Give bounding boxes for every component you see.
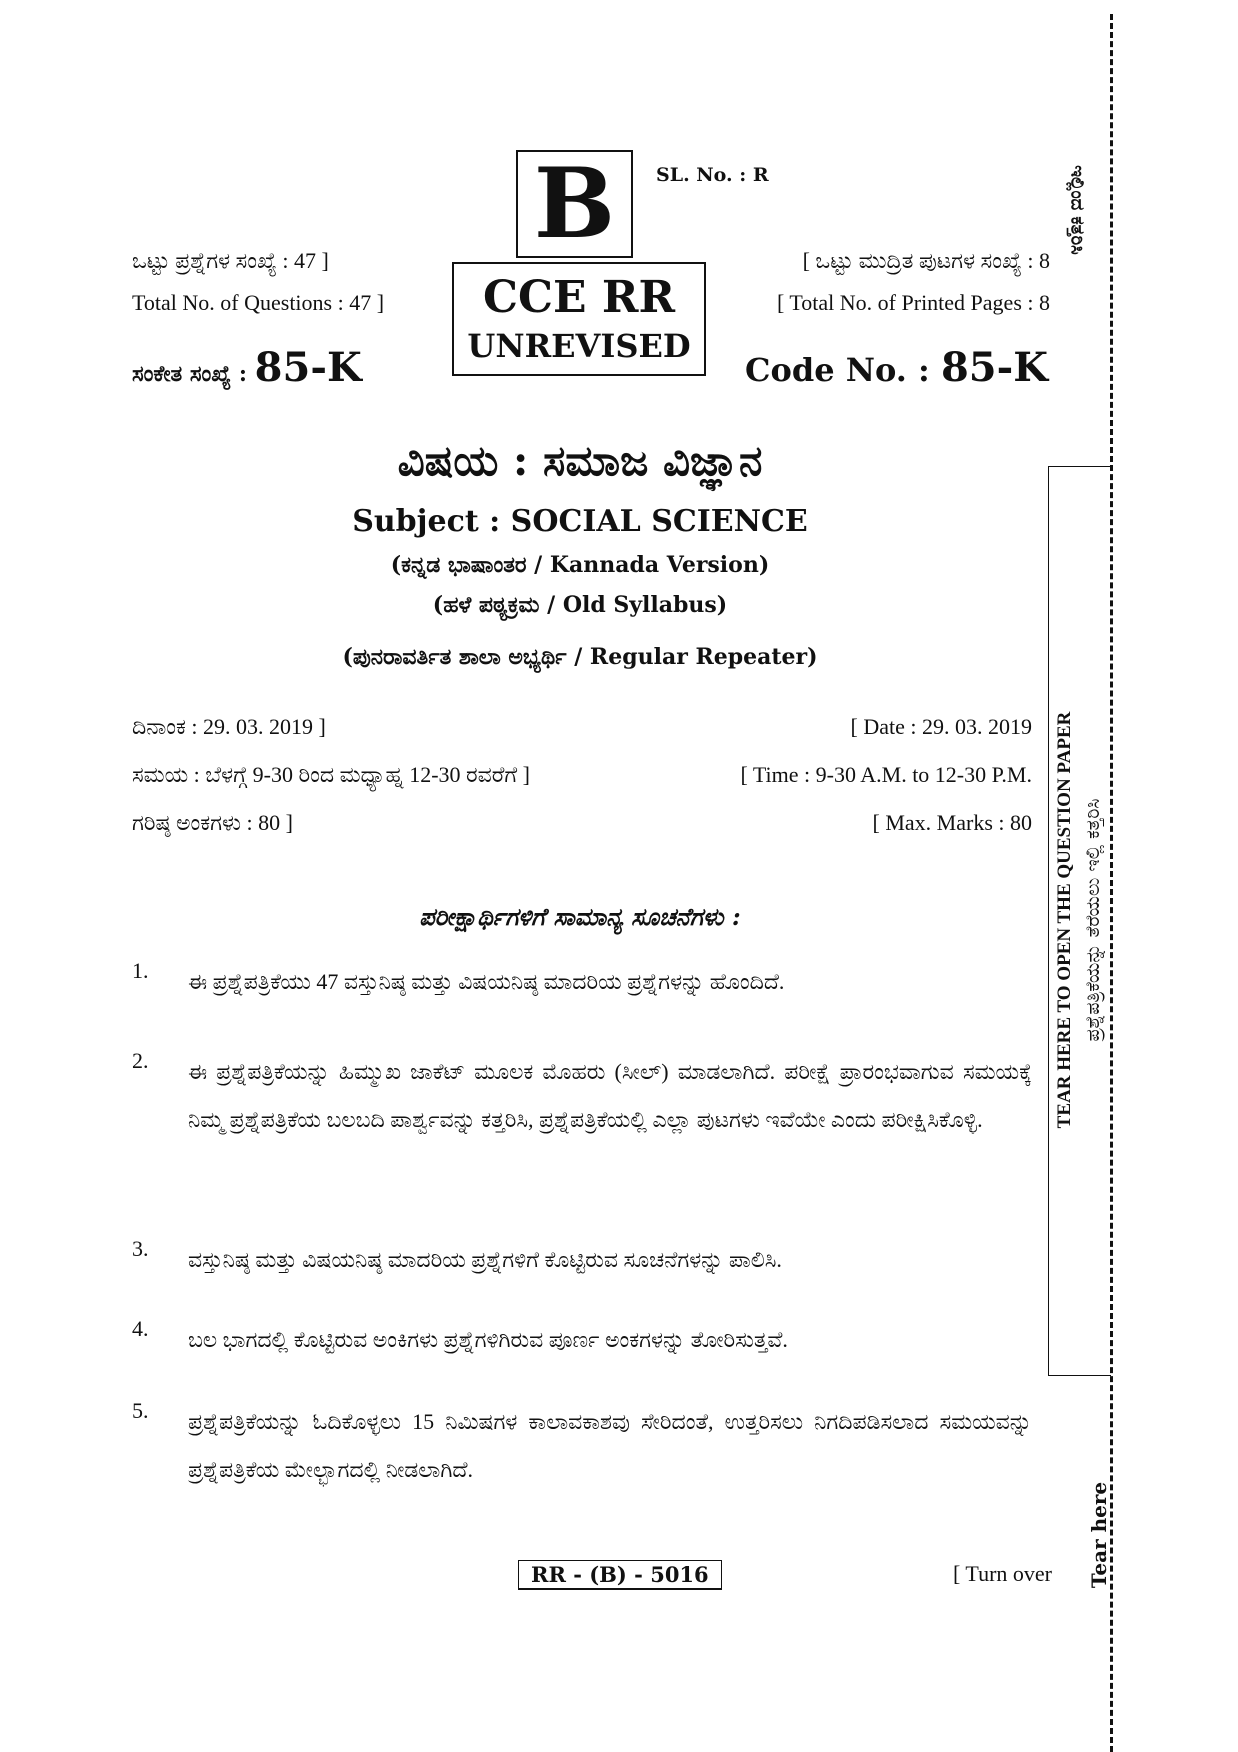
instruction-text: ಈ ಪ್ರಶ್ನೆಪತ್ರಿಕೆಯು 47 ವಸ್ತುನಿಷ್ಠ ಮತ್ತು ವಿಷಯನಿಷ್ಠ ಮಾದರಿಯ ಪ್ರಶ್ನೆಗಳನ್ನು ಹೊಂದಿದೆ. <box>188 969 785 994</box>
total-pages-english: [ Total No. of Printed Pages : 8 <box>776 290 1050 315</box>
code-value: 85-K <box>254 344 362 391</box>
instruction-text: ಪ್ರಶ್ನೆಪತ್ರಿಕೆಯನ್ನು ಓದಿಕೊಳ್ಳಲು 15 ನಿಮಿಷಗಳ ಕಾಲಾವಕಾಶವು ಸೇರಿದಂತೆ, ಉತ್ತರಿಸಲು ನಿಗದಿಪಡಿಸಲಾದ ಸಮಯವನ್ನು ಪ್ರಶ್ನೆಪತ್ರಿಕೆಯ ಮೇಲ್ಭಾಗದಲ್ಲಿ ನೀಡಲಾಗಿದೆ. <box>188 1409 1032 1482</box>
set-letter-box: B <box>516 150 633 258</box>
code-label-kannada: ಸಂಕೇತ ಸಂಖ್ಯೆ : <box>132 361 255 387</box>
tear-here-text: Tear here <box>1087 1481 1111 1589</box>
instruction-number: 1. <box>132 958 149 983</box>
code-value: 85-K <box>940 344 1048 391</box>
exam-type-box <box>452 262 706 376</box>
code-label-english: Code No. : <box>745 351 941 389</box>
paper-code-box: RR - (B) - 5016 <box>518 1560 722 1590</box>
tear-instruction-kannada: ಪ್ರಶ್ನೆಪತ್ರಿಕೆಯನ್ನು ತೆರೆಯಲು ಇಲ್ಲಿ ಕತ್ತರಿಸಿ <box>1082 798 1104 1042</box>
instruction-text: ವಸ್ತುನಿಷ್ಠ ಮತ್ತು ವಿಷಯನಿಷ್ಠ ಮಾದರಿಯ ಪ್ರಶ್ನೆಗಳಿಗೆ ಕೊಟ್ಟಿರುವ ಸೂಚನೆಗಳನ್ನು ಪಾಲಿಸಿ. <box>188 1247 782 1272</box>
subject-title-kannada: ವಿಷಯ : ಸಮಾಜ ವಿಜ್ಞಾನ <box>397 436 763 485</box>
instruction-item <box>132 1316 1032 1364</box>
instruction-number: 2. <box>132 1048 149 1073</box>
tear-label-text: ಇಲ್ಲಿಂದ ಕತ್ತರಿಸಿ <box>1066 165 1088 255</box>
total-questions-kannada: ಒಟ್ಟು ಪ್ರಶ್ನೆಗಳ ಸಂಖ್ಯೆ : 47 ] <box>132 248 329 273</box>
tear-label-kannada-top <box>1062 150 1092 270</box>
instruction-item <box>132 1236 1032 1284</box>
date-kannada: ದಿನಾಂಕ : 29. 03. 2019 ] <box>132 714 326 739</box>
instruction-number: 3. <box>132 1236 149 1261</box>
subject-title-english: Subject : SOCIAL SCIENCE <box>352 504 808 539</box>
instructions-heading: ಪರೀಕ್ಷಾರ್ಥಿಗಳಿಗೆ ಸಾಮಾನ್ಯ ಸೂಚನೆಗಳು : <box>419 902 741 931</box>
instruction-item <box>132 958 1032 1006</box>
exam-title: CCE RR <box>482 272 676 323</box>
instruction-item <box>132 1398 1032 1494</box>
instruction-number: 4. <box>132 1316 149 1341</box>
tear-instruction-english: TEAR HERE TO OPEN THE QUESTION PAPER <box>1054 711 1075 1129</box>
instruction-number: 5. <box>132 1398 149 1423</box>
code-number-english <box>745 344 1048 391</box>
instruction-item <box>132 1048 1032 1144</box>
date-english: [ Date : 29. 03. 2019 <box>850 714 1032 739</box>
tear-here-label <box>1084 1480 1114 1590</box>
language-version: (ಕನ್ನಡ ಭಾಷಾಂತರ / Kannada Version) <box>390 552 770 578</box>
max-marks-kannada: ಗರಿಷ್ಠ ಅಂಕಗಳು : 80 ] <box>132 810 293 835</box>
total-questions-english: Total No. of Questions : 47 ] <box>132 290 385 315</box>
exam-subtitle: UNREVISED <box>467 327 691 365</box>
time-english: [ Time : 9-30 A.M. to 12-30 P.M. <box>740 762 1032 787</box>
turn-over-label: [ Turn over <box>952 1561 1052 1586</box>
max-marks-english: [ Max. Marks : 80 <box>872 810 1032 835</box>
instruction-text: ಈ ಪ್ರಶ್ನೆಪತ್ರಿಕೆಯನ್ನು ಹಿಮ್ಮುಖ ಜಾಕೆಟ್ ಮೂಲಕ ಮೊಹರು (ಸೀಲ್) ಮಾಡಲಾಗಿದೆ. ಪರೀಕ್ಷೆ ಪ್ರಾರಂಭವಾಗುವ ಸಮಯಕ್ಕೆ ನಿಮ್ಮ ಪ್ರಶ್ನೆಪತ್ರಿಕೆಯ ಬಲಬದಿ ಪಾರ್ಶ್ವವನ್ನು ಕತ್ತರಿಸಿ, ಪ್ರಶ್ನೆಪತ್ರಿಕೆಯಲ್ಲಿ ಎಲ್ಲಾ ಪುಟಗಳು ಇವೆಯೇ ಎಂದು ಪರೀಕ್ಷಿಸಿಕೊಳ್ಳಿ. <box>188 1059 1032 1132</box>
syllabus-type: (ಹಳೆ ಪಠ್ಯಕ್ರಮ / Old Syllabus) <box>432 592 728 618</box>
candidate-type: (ಪುನರಾವರ್ತಿತ ಶಾಲಾ ಅಭ್ಯರ್ಥಿ / Regular Repeater) <box>342 644 818 670</box>
tear-instruction-text <box>1048 466 1110 1374</box>
total-pages-kannada: [ ಒಟ್ಟು ಮುದ್ರಿತ ಪುಟಗಳ ಸಂಖ್ಯೆ : 8 <box>802 248 1050 273</box>
time-kannada: ಸಮಯ : ಬೆಳಗ್ಗೆ 9-30 ರಿಂದ ಮಧ್ಯಾಹ್ನ 12-30 ರವರೆಗೆ ] <box>132 762 530 787</box>
serial-number: SL. No. : R <box>656 164 769 186</box>
code-number-kannada <box>132 344 362 391</box>
instruction-text: ಬಲ ಭಾಗದಲ್ಲಿ ಕೊಟ್ಟಿರುವ ಅಂಕಿಗಳು ಪ್ರಶ್ನೆಗಳಿಗಿರುವ ಪೂರ್ಣ ಅಂಕಗಳನ್ನು ತೋರಿಸುತ್ತವೆ. <box>188 1327 788 1352</box>
